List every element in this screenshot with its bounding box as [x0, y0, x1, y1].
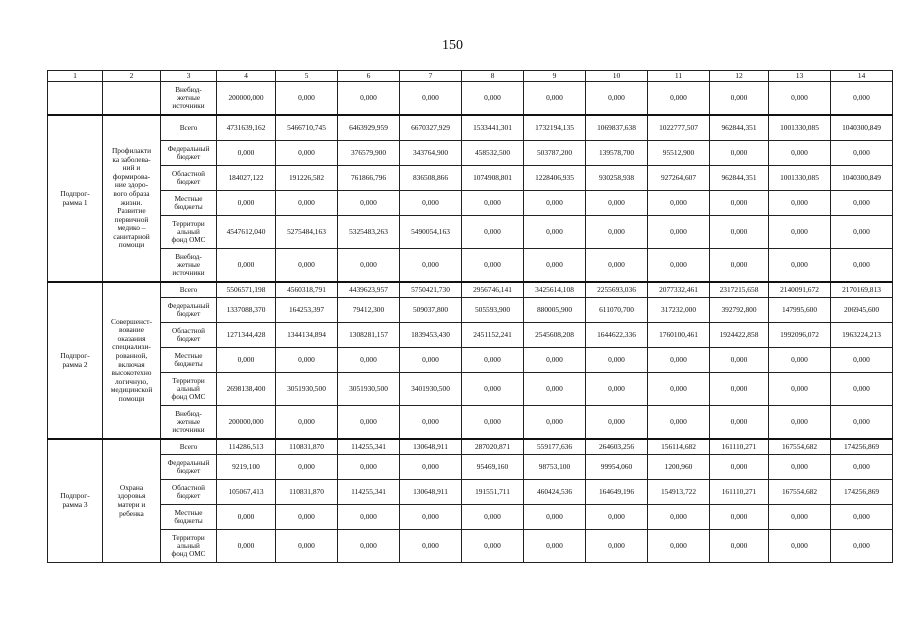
subprogram-name: Совершенст- вование оказания специализи- рованной, включая высокотехно логичную, медицинской помощи	[103, 282, 161, 439]
value-cell: 0,000	[710, 373, 769, 406]
value-cell: 1344134,894	[276, 323, 338, 348]
value-cell: 0,000	[400, 191, 462, 216]
value-cell: 164649,196	[586, 480, 648, 505]
value-cell: 161110,271	[710, 480, 769, 505]
value-cell: 880005,900	[524, 298, 586, 323]
table-row	[48, 505, 893, 530]
value-cell: 1337088,370	[217, 298, 276, 323]
funding-source: Местные бюджеты	[161, 348, 217, 373]
value-cell: 114255,341	[338, 480, 400, 505]
value-cell: 376579,900	[338, 141, 400, 166]
value-cell: 0,000	[462, 249, 524, 283]
value-cell: 0,000	[831, 216, 893, 249]
value-cell: 264603,256	[586, 439, 648, 455]
value-cell: 0,000	[400, 82, 462, 116]
table-row	[48, 439, 893, 455]
funding-source: Местные бюджеты	[161, 191, 217, 216]
column-header: 13	[769, 71, 831, 82]
value-cell: 0,000	[524, 249, 586, 283]
subprogram-name	[103, 82, 161, 116]
value-cell: 191551,711	[462, 480, 524, 505]
value-cell: 0,000	[769, 191, 831, 216]
value-cell: 9219,100	[217, 455, 276, 480]
table-row	[48, 373, 893, 406]
value-cell: 962844,351	[710, 115, 769, 141]
value-cell: 0,000	[769, 530, 831, 563]
value-cell: 6463929,959	[338, 115, 400, 141]
table-row	[48, 115, 893, 141]
value-cell: 1963224,213	[831, 323, 893, 348]
column-header: 12	[710, 71, 769, 82]
value-cell: 611070,700	[586, 298, 648, 323]
value-cell: 1022777,507	[648, 115, 710, 141]
column-header: 3	[161, 71, 217, 82]
table-row	[48, 480, 893, 505]
value-cell: 110831,870	[276, 439, 338, 455]
value-cell: 927264,607	[648, 166, 710, 191]
value-cell: 0,000	[831, 249, 893, 283]
value-cell: 392792,800	[710, 298, 769, 323]
value-cell: 0,000	[710, 505, 769, 530]
funding-source: Федеральный бюджет	[161, 298, 217, 323]
value-cell: 4560318,791	[276, 282, 338, 298]
table-row	[48, 298, 893, 323]
value-cell: 0,000	[276, 348, 338, 373]
funding-source: Областной бюджет	[161, 166, 217, 191]
value-cell: 0,000	[769, 141, 831, 166]
subprogram-name: Охрана здоровья матери и ребенка	[103, 439, 161, 563]
value-cell: 0,000	[648, 373, 710, 406]
value-cell: 0,000	[710, 348, 769, 373]
funding-source: Федеральный бюджет	[161, 455, 217, 480]
value-cell: 0,000	[276, 249, 338, 283]
value-cell: 3051930,500	[276, 373, 338, 406]
table-row	[48, 455, 893, 480]
value-cell: 2317215,658	[710, 282, 769, 298]
value-cell: 0,000	[217, 249, 276, 283]
value-cell: 0,000	[400, 455, 462, 480]
funding-source: Областной бюджет	[161, 480, 217, 505]
value-cell: 4547612,040	[217, 216, 276, 249]
value-cell: 0,000	[648, 216, 710, 249]
page-number: 150	[442, 38, 463, 53]
value-cell: 0,000	[462, 348, 524, 373]
value-cell: 962844,351	[710, 166, 769, 191]
value-cell: 1760100,461	[648, 323, 710, 348]
table-row	[48, 82, 893, 116]
value-cell: 95469,160	[462, 455, 524, 480]
table-row	[48, 282, 893, 298]
value-cell: 0,000	[524, 406, 586, 440]
value-cell: 174256,869	[831, 439, 893, 455]
value-cell: 0,000	[400, 249, 462, 283]
value-cell: 0,000	[831, 82, 893, 116]
value-cell: 0,000	[648, 406, 710, 440]
value-cell: 0,000	[710, 82, 769, 116]
table-body	[48, 71, 893, 563]
value-cell: 836508,866	[400, 166, 462, 191]
column-header: 14	[831, 71, 893, 82]
subprogram-label: Подпрог- рамма 3	[48, 439, 103, 563]
value-cell: 0,000	[400, 505, 462, 530]
table-row	[48, 166, 893, 191]
value-cell: 1040300,849	[831, 166, 893, 191]
value-cell: 200000,000	[217, 406, 276, 440]
value-cell: 0,000	[338, 348, 400, 373]
value-cell: 1228406,935	[524, 166, 586, 191]
value-cell: 114286,513	[217, 439, 276, 455]
value-cell: 200000,000	[217, 82, 276, 116]
value-cell: 5506571,198	[217, 282, 276, 298]
column-header: 10	[586, 71, 648, 82]
value-cell: 0,000	[586, 530, 648, 563]
value-cell: 167554,682	[769, 480, 831, 505]
column-header: 5	[276, 71, 338, 82]
value-cell: 0,000	[400, 406, 462, 440]
value-cell: 2451152,241	[462, 323, 524, 348]
budget-table	[47, 70, 893, 563]
value-cell: 0,000	[710, 530, 769, 563]
value-cell: 0,000	[338, 191, 400, 216]
column-header: 7	[400, 71, 462, 82]
value-cell: 0,000	[462, 191, 524, 216]
value-cell: 1839453,430	[400, 323, 462, 348]
value-cell: 105067,413	[217, 480, 276, 505]
funding-source: Местные бюджеты	[161, 505, 217, 530]
value-cell: 0,000	[710, 406, 769, 440]
subprogram-label	[48, 82, 103, 116]
value-cell: 95512,900	[648, 141, 710, 166]
column-header: 1	[48, 71, 103, 82]
value-cell: 0,000	[276, 530, 338, 563]
value-cell: 0,000	[586, 505, 648, 530]
value-cell: 0,000	[462, 373, 524, 406]
value-cell: 114255,341	[338, 439, 400, 455]
value-cell: 0,000	[462, 530, 524, 563]
table-row	[48, 348, 893, 373]
value-cell: 147995,600	[769, 298, 831, 323]
value-cell: 0,000	[831, 406, 893, 440]
value-cell: 0,000	[586, 406, 648, 440]
value-cell: 1074908,801	[462, 166, 524, 191]
value-cell: 1924422,858	[710, 323, 769, 348]
value-cell: 1992096,072	[769, 323, 831, 348]
value-cell: 0,000	[524, 191, 586, 216]
value-cell: 1001330,085	[769, 115, 831, 141]
funding-source: Территори альный фонд ОМС	[161, 373, 217, 406]
value-cell: 2077332,461	[648, 282, 710, 298]
value-cell: 1069837,638	[586, 115, 648, 141]
value-cell: 0,000	[462, 82, 524, 116]
value-cell: 161110,271	[710, 439, 769, 455]
value-cell: 0,000	[831, 530, 893, 563]
value-cell: 164253,397	[276, 298, 338, 323]
value-cell: 559177,636	[524, 439, 586, 455]
value-cell: 0,000	[769, 373, 831, 406]
column-header: 2	[103, 71, 161, 82]
value-cell: 79412,300	[338, 298, 400, 323]
value-cell: 0,000	[831, 455, 893, 480]
funding-source: Областной бюджет	[161, 323, 217, 348]
value-cell: 0,000	[524, 530, 586, 563]
value-cell: 0,000	[831, 348, 893, 373]
value-cell: 0,000	[338, 406, 400, 440]
value-cell: 0,000	[462, 406, 524, 440]
value-cell: 0,000	[710, 455, 769, 480]
value-cell: 0,000	[524, 373, 586, 406]
table-row	[48, 191, 893, 216]
value-cell: 3051930,500	[338, 373, 400, 406]
value-cell: 167554,682	[769, 439, 831, 455]
funding-source: Территори альный фонд ОМС	[161, 530, 217, 563]
value-cell: 0,000	[217, 191, 276, 216]
table-row	[48, 406, 893, 440]
value-cell: 1001330,085	[769, 166, 831, 191]
value-cell: 1644622,336	[586, 323, 648, 348]
funding-source: Всего	[161, 282, 217, 298]
value-cell: 139578,700	[586, 141, 648, 166]
value-cell: 0,000	[769, 505, 831, 530]
value-cell: 5466710,745	[276, 115, 338, 141]
column-header: 6	[338, 71, 400, 82]
value-cell: 0,000	[338, 455, 400, 480]
value-cell: 2956746,141	[462, 282, 524, 298]
value-cell: 110831,870	[276, 480, 338, 505]
value-cell: 0,000	[710, 249, 769, 283]
value-cell: 2170169,813	[831, 282, 893, 298]
funding-source: Внебюд- жетные источники	[161, 82, 217, 116]
value-cell: 930258,938	[586, 166, 648, 191]
column-header: 8	[462, 71, 524, 82]
column-header: 4	[217, 71, 276, 82]
value-cell: 156114,682	[648, 439, 710, 455]
value-cell: 0,000	[462, 216, 524, 249]
value-cell: 0,000	[586, 348, 648, 373]
value-cell: 0,000	[648, 82, 710, 116]
value-cell: 0,000	[338, 505, 400, 530]
value-cell: 0,000	[831, 505, 893, 530]
value-cell: 0,000	[524, 82, 586, 116]
value-cell: 0,000	[400, 348, 462, 373]
value-cell: 0,000	[769, 216, 831, 249]
column-header: 11	[648, 71, 710, 82]
value-cell: 0,000	[831, 373, 893, 406]
value-cell: 130648,911	[400, 439, 462, 455]
table-row	[48, 530, 893, 563]
column-header: 9	[524, 71, 586, 82]
value-cell: 4731639,162	[217, 115, 276, 141]
value-cell: 1732194,135	[524, 115, 586, 141]
value-cell: 0,000	[217, 530, 276, 563]
value-cell: 503787,200	[524, 141, 586, 166]
funding-source: Федеральный бюджет	[161, 141, 217, 166]
value-cell: 1271344,428	[217, 323, 276, 348]
value-cell: 287020,871	[462, 439, 524, 455]
value-cell: 5275484,163	[276, 216, 338, 249]
value-cell: 0,000	[648, 348, 710, 373]
funding-source: Всего	[161, 115, 217, 141]
value-cell: 505593,900	[462, 298, 524, 323]
value-cell: 0,000	[769, 249, 831, 283]
value-cell: 343764,900	[400, 141, 462, 166]
funding-source: Внебюд- жетные источники	[161, 406, 217, 440]
value-cell: 130648,911	[400, 480, 462, 505]
value-cell: 0,000	[769, 406, 831, 440]
value-cell: 4439623,957	[338, 282, 400, 298]
value-cell: 3401930,500	[400, 373, 462, 406]
subprogram-label: Подпрог- рамма 2	[48, 282, 103, 439]
value-cell: 0,000	[276, 455, 338, 480]
value-cell: 2140091,672	[769, 282, 831, 298]
value-cell: 0,000	[276, 191, 338, 216]
funding-source: Всего	[161, 439, 217, 455]
value-cell: 0,000	[769, 82, 831, 116]
value-cell: 460424,536	[524, 480, 586, 505]
value-cell: 0,000	[338, 530, 400, 563]
value-cell: 0,000	[524, 216, 586, 249]
value-cell: 0,000	[769, 348, 831, 373]
table-row	[48, 249, 893, 283]
value-cell: 0,000	[276, 505, 338, 530]
value-cell: 0,000	[586, 249, 648, 283]
value-cell: 0,000	[586, 373, 648, 406]
value-cell: 0,000	[648, 249, 710, 283]
value-cell: 0,000	[524, 348, 586, 373]
value-cell: 99954,060	[586, 455, 648, 480]
value-cell: 0,000	[831, 141, 893, 166]
funding-source: Внебюд- жетные источники	[161, 249, 217, 283]
value-cell: 0,000	[338, 249, 400, 283]
value-cell: 0,000	[462, 505, 524, 530]
value-cell: 154913,722	[648, 480, 710, 505]
table-row	[48, 141, 893, 166]
value-cell: 0,000	[769, 455, 831, 480]
value-cell: 509037,800	[400, 298, 462, 323]
value-cell: 2698138,400	[217, 373, 276, 406]
table-row	[48, 323, 893, 348]
value-cell: 0,000	[586, 82, 648, 116]
value-cell: 6670327,929	[400, 115, 462, 141]
value-cell: 1040300,849	[831, 115, 893, 141]
value-cell: 1200,960	[648, 455, 710, 480]
value-cell: 0,000	[524, 505, 586, 530]
value-cell: 174256,869	[831, 480, 893, 505]
value-cell: 0,000	[648, 530, 710, 563]
value-cell: 0,000	[338, 82, 400, 116]
value-cell: 1533441,301	[462, 115, 524, 141]
value-cell: 184027,122	[217, 166, 276, 191]
value-cell: 0,000	[586, 191, 648, 216]
value-cell: 0,000	[648, 505, 710, 530]
header-row	[48, 71, 893, 82]
value-cell: 0,000	[710, 191, 769, 216]
value-cell: 0,000	[276, 141, 338, 166]
value-cell: 0,000	[831, 191, 893, 216]
value-cell: 5325483,263	[338, 216, 400, 249]
value-cell: 5490054,163	[400, 216, 462, 249]
subprogram-label: Подпрог- рамма 1	[48, 115, 103, 282]
value-cell: 0,000	[710, 216, 769, 249]
value-cell: 5750421,730	[400, 282, 462, 298]
value-cell: 317232,000	[648, 298, 710, 323]
value-cell: 0,000	[217, 348, 276, 373]
value-cell: 0,000	[710, 141, 769, 166]
value-cell: 0,000	[217, 505, 276, 530]
value-cell: 0,000	[217, 141, 276, 166]
value-cell: 0,000	[586, 216, 648, 249]
value-cell: 0,000	[648, 191, 710, 216]
value-cell: 761866,796	[338, 166, 400, 191]
value-cell: 98753,100	[524, 455, 586, 480]
value-cell: 0,000	[276, 406, 338, 440]
value-cell: 2545608,208	[524, 323, 586, 348]
table-row	[48, 216, 893, 249]
value-cell: 1308281,157	[338, 323, 400, 348]
value-cell: 3425614,108	[524, 282, 586, 298]
value-cell: 191226,582	[276, 166, 338, 191]
value-cell: 206945,600	[831, 298, 893, 323]
value-cell: 0,000	[276, 82, 338, 116]
value-cell: 2255693,036	[586, 282, 648, 298]
value-cell: 458532,500	[462, 141, 524, 166]
funding-source: Территори альный фонд ОМС	[161, 216, 217, 249]
subprogram-name: Профилакти ка заболева- ний и формирова- ние здоро- вого образа жизни. Развитие первичной медико – санитарной помощи	[103, 115, 161, 282]
value-cell: 0,000	[400, 530, 462, 563]
